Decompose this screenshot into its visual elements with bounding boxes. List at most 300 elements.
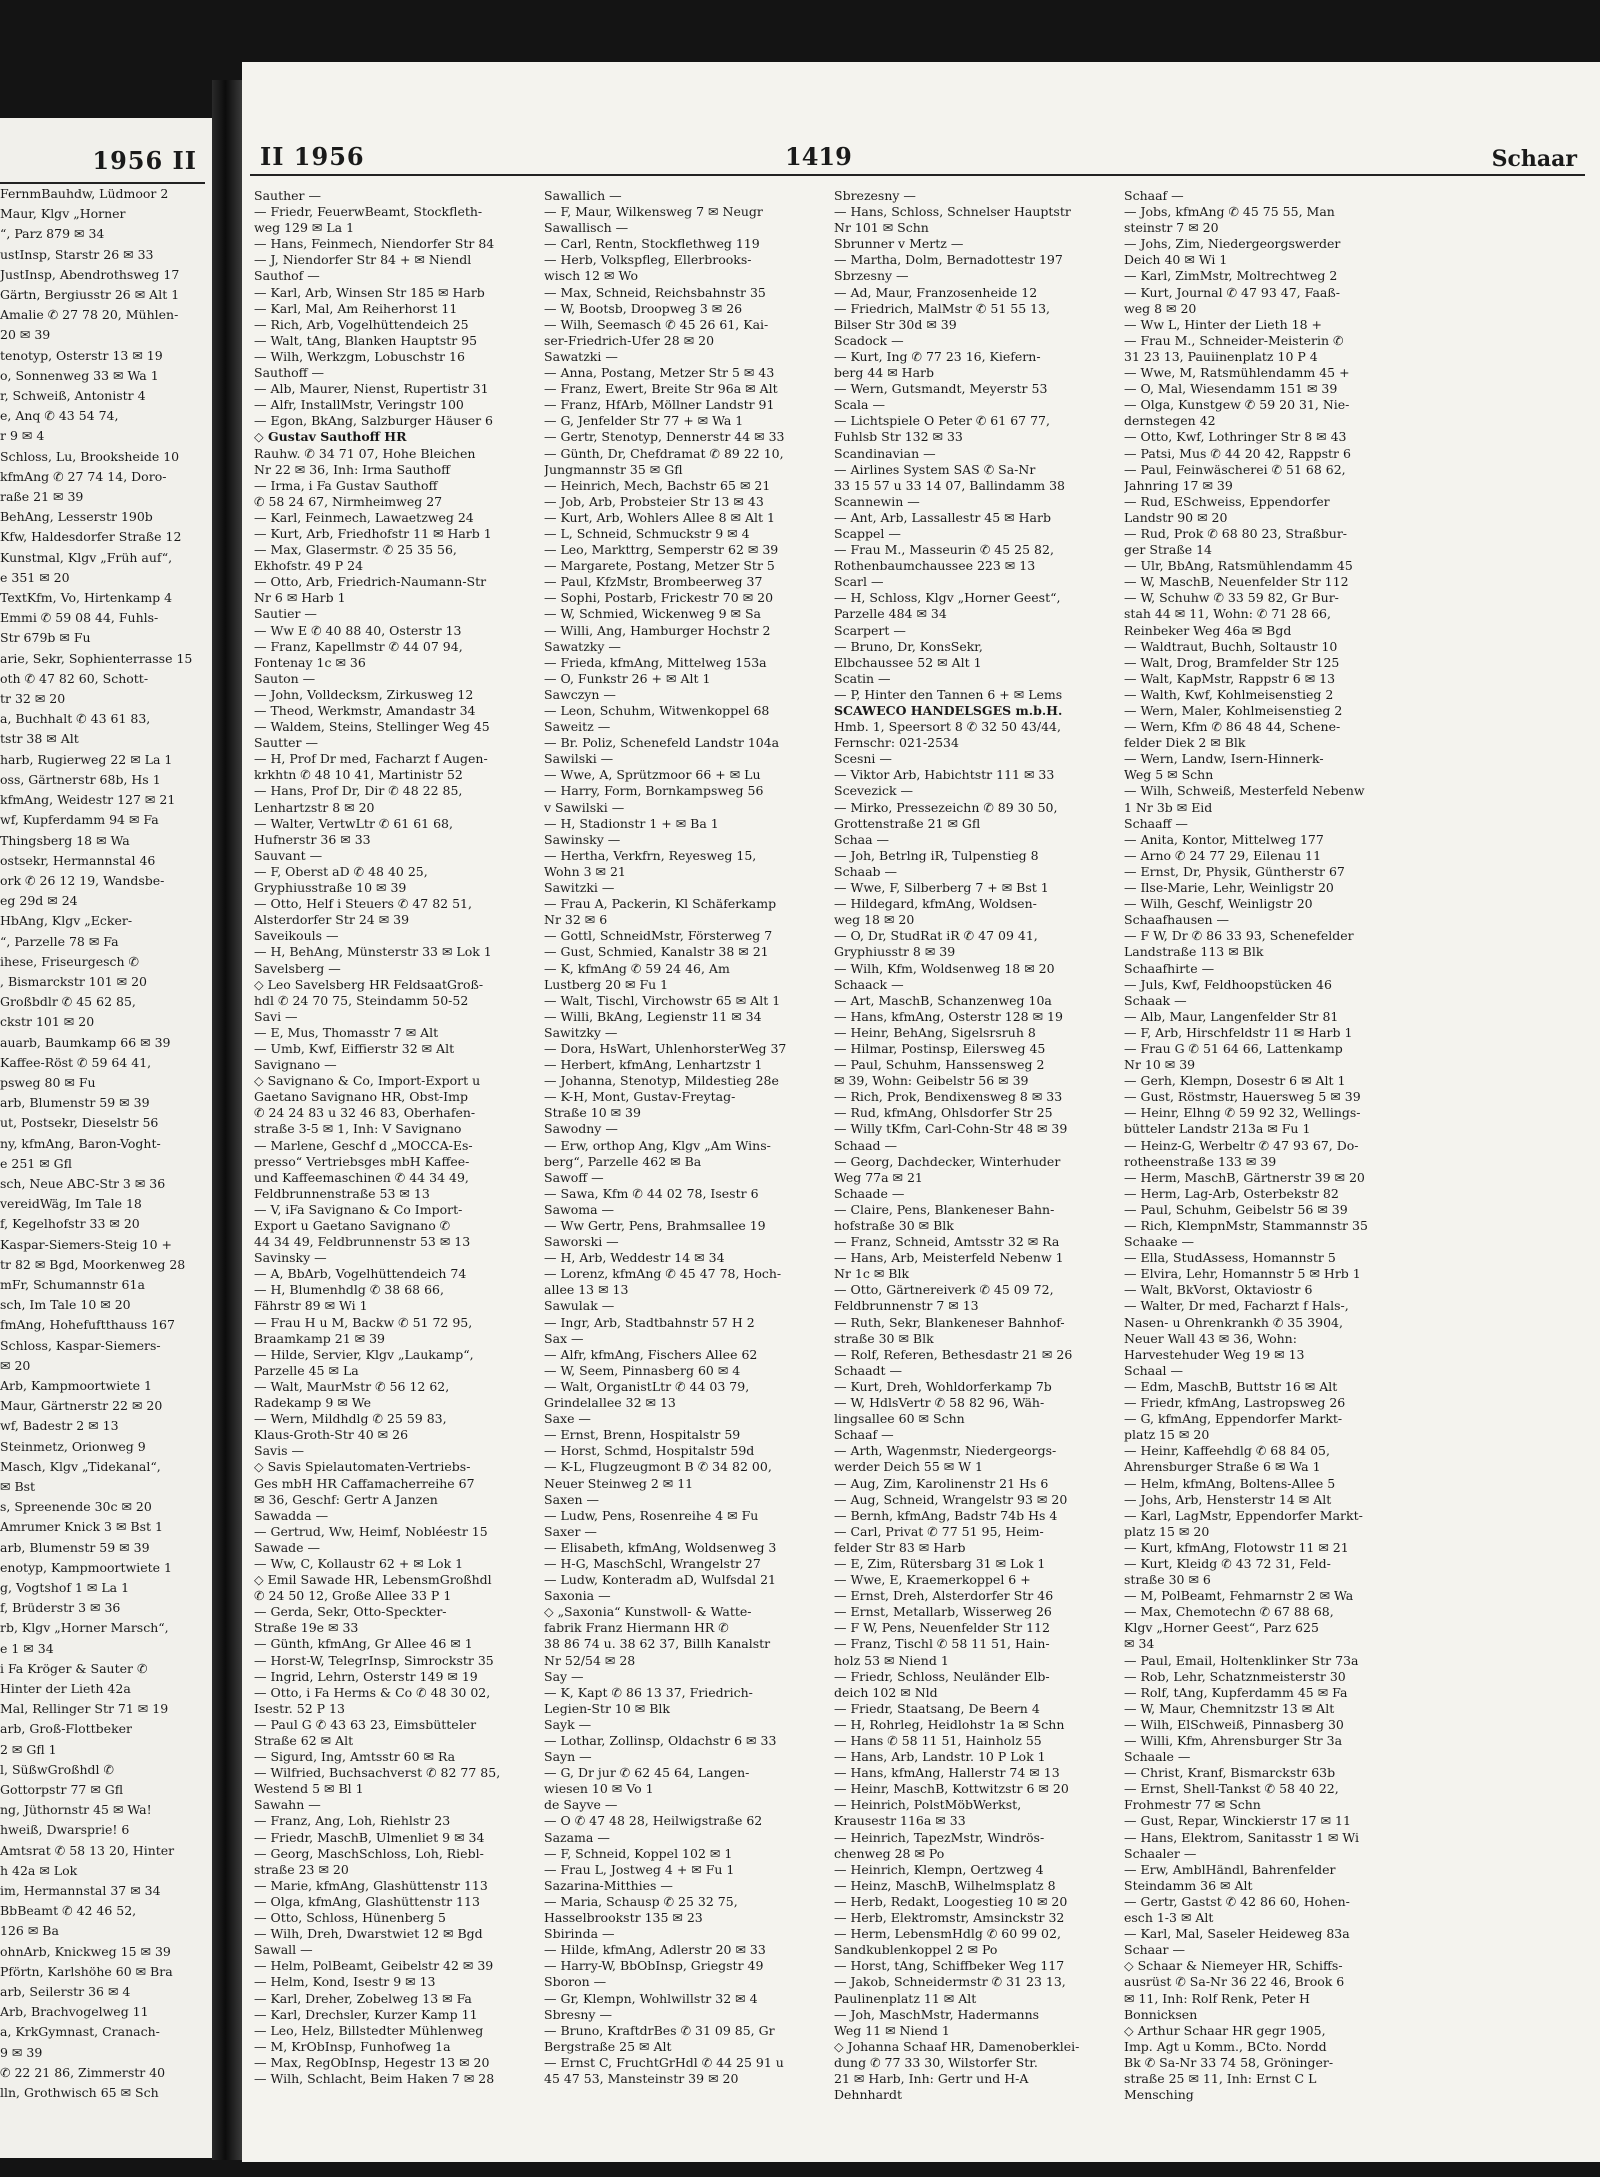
directory-entry-line: — Franz, Ang, Loh, Riehlstr 23 [254, 1813, 451, 1829]
left-entry-line: ohnArb, Knickweg 15 ✉ 39 [0, 1943, 171, 1959]
directory-entry-line: — Lothar, Zollinsp, Oldachstr 6 ✉ 33 [544, 1733, 777, 1748]
directory-entry-line: — Alfr, kfmAng, Fischers Allee 62 [544, 1346, 758, 1362]
directory-entry-line: — W, Schuhw ✆ 33 59 82, Gr Bur- [1124, 590, 1339, 606]
directory-entry-line: Radekamp 9 ✉ We [254, 1395, 372, 1411]
directory-entry-line: Deich 40 ✉ Wi 1 [1124, 252, 1228, 268]
directory-entry-line: Savi — [254, 1008, 298, 1024]
left-entry-line: Arb, Brachvogelweg 11 [0, 2004, 149, 2020]
directory-entry-line: lingsallee 60 ✉ Schn [834, 1411, 965, 1427]
left-entry-line: f, Brüderstr 3 ✉ 36 [0, 1600, 121, 1616]
directory-entry-line: Grindelallee 32 ✉ 13 [544, 1395, 676, 1411]
directory-entry-line: — Karl, Mal, Am Reiherhorst 11 [254, 300, 458, 316]
directory-entry-line: — Ww L, Hinter der Lieth 18 + [1124, 316, 1323, 332]
directory-entry-line: Nr 10 ✉ 39 [1124, 1057, 1196, 1073]
left-entry-line: tstr 38 ✉ Alt [0, 731, 79, 747]
directory-entry-line: weg 8 ✉ 20 [1124, 300, 1197, 316]
directory-entry-line: — Arth, Wagenmstr, Niedergeorgs- [834, 1443, 1057, 1459]
directory-entry-line: Fuhlsb Str 132 ✉ 33 [834, 429, 963, 445]
directory-entry-line: — Paul, Schuhm, Geibelstr 56 ✉ 39 [1124, 1201, 1348, 1217]
directory-entry-line: Fernschr: 021-2534 [834, 735, 959, 751]
directory-entry-line: Gaetano Savignano HR, Obst-Imp [254, 1089, 468, 1105]
directory-entry-line: — H, Rohrleg, Heidlohstr 1a ✉ Schn [834, 1716, 1065, 1732]
directory-entry-line: Reinbeker Weg 46a ✉ Bgd [1124, 622, 1292, 638]
directory-entry-line: Rothenbaumchaussee 223 ✉ 13 [834, 558, 1036, 574]
left-entry-line: tr 82 ✉ Bgd, Moorkenweg 28 [0, 1256, 186, 1272]
directory-entry-line: Nr 6 ✉ Harb 1 [254, 590, 346, 606]
directory-entry-line: — Günth, Dr, Chefdramat ✆ 89 22 10, [544, 445, 784, 461]
directory-entry-line: Bk ✆ Sa-Nr 33 74 58, Gröninger- [1124, 2054, 1334, 2070]
directory-entry-line: — Wern, Landw, Isern-Hinnerk- [1124, 751, 1324, 767]
directory-entry-line: — Kurt, kfmAng, Flotowstr 11 ✉ 21 [1124, 1539, 1349, 1555]
directory-entry-line: straße 25 ✉ 11, Inh: Ernst C L [1124, 2070, 1317, 2086]
directory-entry-line: — Aug, Schneid, Wrangelstr 93 ✉ 20 [834, 1491, 1068, 1507]
directory-entry-line: Imp. Agt u Komm., BCto. Nordd [1124, 2038, 1327, 2054]
directory-entry-line: Alsterdorfer Str 24 ✉ 39 [254, 912, 410, 928]
directory-entry-line: — Christ, Kranf, Bismarckstr 63b [1124, 1765, 1336, 1781]
directory-entry-line: platz 15 ✉ 20 [1124, 1523, 1210, 1539]
left-entry-line: tenotyp, Osterstr 13 ✉ 19 [0, 347, 163, 363]
directory-entry-line: Sawatzky — [544, 638, 621, 654]
directory-entry-line: Feldbrunnenstraße 53 ✉ 13 [254, 1185, 430, 1201]
directory-entry-line: — Karl, Drechsler, Kurzer Kamp 11 [254, 2006, 478, 2022]
directory-entry-line: — Ruth, Sekr, Blankeneser Bahnhof- [834, 1314, 1065, 1330]
directory-entry-line: Sawallisch — [544, 220, 629, 236]
directory-entry-line: Mensching [1124, 2087, 1194, 2103]
directory-entry-line: Bilser Str 30d ✉ 39 [834, 316, 957, 332]
left-entry-line: rb, Klgv „Horner Marsch“, [0, 1620, 169, 1636]
directory-entry-line: Saxen — [544, 1491, 599, 1507]
directory-entry-line: — Joh, Betrlng iR, Tulpenstieg 8 [834, 847, 1039, 863]
directory-entry-line: — Karl, LagMstr, Eppendorfer Markt- [1124, 1507, 1363, 1523]
left-entry-line: ustInsp, Starstr 26 ✉ 33 [0, 246, 154, 262]
directory-entry-line: — Wilh, ElSchweiß, Pinnasberg 30 [1124, 1716, 1344, 1732]
directory-entry-line: — Frau L, Jostweg 4 + ✉ Fu 1 [544, 1861, 735, 1877]
directory-entry-line: — H, Prof Dr med, Facharzt f Augen- [254, 751, 488, 767]
directory-entry-line: — Patsi, Mus ✆ 44 20 42, Rappstr 6 [1124, 445, 1351, 461]
directory-entry-line: — Hans, Prof Dr, Dir ✆ 48 22 85, [254, 783, 463, 799]
left-entry-line: Amalie ✆ 27 78 20, Mühlen- [0, 307, 179, 323]
left-page-column [0, 184, 210, 2103]
directory-entry-line: Nr 52/54 ✉ 28 [544, 1652, 636, 1668]
left-entry-line: 9 ✉ 39 [0, 2044, 43, 2060]
left-entry-line: Emmi ✆ 59 08 44, Fuhls- [0, 610, 159, 626]
directory-entry-line: — Hans, kfmAng, Osterstr 128 ✉ 19 [834, 1008, 1063, 1024]
directory-entry-line: — Herbert, kfmAng, Lenhartzstr 1 [544, 1057, 763, 1073]
directory-entry-line: — Ella, StudAssess, Homannstr 5 [1124, 1250, 1336, 1266]
directory-entry-line: Scala — [834, 397, 885, 413]
directory-entry-line: — Wern, Mildhdlg ✆ 25 59 83, [254, 1411, 447, 1427]
directory-entry-line: — Olga, kfmAng, Glashüttenstr 113 [254, 1893, 480, 1909]
directory-entry-line: — Horst, tAng, Schiffbeker Weg 117 [834, 1958, 1065, 1974]
left-entry-line: Hinter der Lieth 42a [0, 1681, 131, 1697]
directory-entry-line: — Karl, Mal, Saseler Heideweg 83a [1124, 1926, 1350, 1942]
directory-entry-line: — Johs, Zim, Niedergeorgswerder [1124, 236, 1341, 252]
left-entry-line: ckstr 101 ✉ 20 [0, 1014, 95, 1030]
left-entry-line: ostsekr, Hermannstal 46 [0, 852, 156, 868]
directory-entry-line: — Hans, Arb, Landstr. 10 P Lok 1 [834, 1749, 1046, 1765]
directory-entry-line: — Wwe, E, Kraemerkoppel 6 + [834, 1572, 1031, 1588]
directory-entry-line: ◇ Johanna Schaaf HR, Damenoberklei- [834, 2038, 1080, 2054]
directory-entry-line: ◇ Schaar & Niemeyer HR, Schiffs- [1124, 1958, 1343, 1974]
directory-entry-line: Fährstr 89 ✉ Wi 1 [254, 1298, 368, 1314]
directory-entry-line: — Herb, Redakt, Loogestieg 10 ✉ 20 [834, 1893, 1068, 1909]
directory-entry-line: — Arno ✆ 24 77 29, Eilenau 11 [1124, 847, 1322, 863]
directory-entry-line: Sawallich — [544, 188, 622, 203]
directory-entry-line: — Wilh, Kfm, Woldsenweg 18 ✉ 20 [834, 960, 1055, 976]
directory-entry-line: — Heinr, Kaffeehdlg ✆ 68 84 05, [1124, 1443, 1330, 1459]
left-entry-line: ork ✆ 26 12 19, Wandsbe- [0, 872, 165, 888]
directory-entry-line: — Paul, KfzMstr, Brombeerweg 37 [544, 574, 763, 590]
directory-entry-line: — Maria, Schausp ✆ 25 32 75, [544, 1893, 738, 1909]
directory-entry-line: — Karl, Arb, Winsen Str 185 ✉ Harb [254, 284, 485, 300]
directory-entry-line: — Hertha, Verkfrn, Reyesweg 15, [544, 847, 757, 863]
directory-entry-line: Hasselbrookstr 135 ✉ 23 [544, 1910, 703, 1926]
directory-entry-line: — Walt, KapMstr, Rappstr 6 ✉ 13 [1124, 670, 1336, 686]
left-entry-line: Kunstmal, Klgv „Früh auf“, [0, 549, 173, 565]
directory-entry-line: Steindamm 36 ✉ Alt [1124, 1877, 1253, 1893]
directory-entry-line: Schaake — [1124, 1234, 1194, 1250]
directory-entry-line: Ekhofstr. 49 P 24 [254, 558, 364, 574]
directory-entry-line: bütteler Landstr 213a ✉ Fu 1 [1124, 1121, 1311, 1137]
directory-entry-line: 31 23 13, Pauiinenplatz 10 P 4 [1124, 348, 1318, 364]
directory-entry-line: — O, Funkstr 26 + ✉ Alt 1 [544, 670, 711, 686]
directory-entry-line: Schaaf — [1124, 188, 1184, 203]
directory-entry-line: — Elvira, Lehr, Homannstr 5 ✉ Hrb 1 [1124, 1266, 1361, 1282]
directory-entry-line: — Heinrich, TapezMstr, Windrös- [834, 1829, 1045, 1845]
directory-entry-line: — Franz, HfArb, Möllner Landstr 91 [544, 397, 775, 413]
directory-entry-line: — Friedr, kfmAng, Lastropsweg 26 [1124, 1395, 1346, 1411]
directory-entry-line: — Karl, Feinmech, Lawaetzweg 24 [254, 509, 474, 525]
directory-entry-line: — G, Dr jur ✆ 62 45 64, Langen- [544, 1765, 750, 1781]
directory-entry-line: — Otto, Kwf, Lothringer Str 8 ✉ 43 [1124, 429, 1347, 445]
directory-entry-line: ◇ Gustav Sauthoff HR [254, 429, 407, 445]
directory-entry-line: — Paul, Schuhm, Hanssensweg 2 [834, 1057, 1045, 1073]
directory-entry-line: — W, Maur, Chemnitzstr 13 ✉ Alt [1124, 1700, 1335, 1716]
left-entry-line: Kaspar-Siemers-Steig 10 + [0, 1236, 172, 1252]
directory-entry-line: Scatin — [834, 670, 891, 686]
directory-entry-line: — J, Niendorfer Str 84 + ✉ Niendl [254, 252, 472, 268]
directory-entry-line: — Heinz, MaschB, Wilhelmsplatz 8 [834, 1877, 1056, 1893]
directory-entry-line: — Herm, LebensmHdlg ✆ 60 99 02, [834, 1926, 1061, 1942]
directory-entry-line: Hmb. 1, Speersort 8 ✆ 32 50 43/44, [834, 719, 1061, 735]
directory-entry-line: Scappel — [834, 525, 901, 541]
left-entry-line: Maur, Klgv „Horner [0, 206, 126, 222]
directory-entry-line: Weg 5 ✉ Schn [1124, 767, 1214, 783]
directory-entry-line: ser-Friedrich-Ufer 28 ✉ 20 [544, 332, 715, 348]
directory-entry-line: — Heinrich, Klempn, Oertzweg 4 [834, 1861, 1044, 1877]
directory-entry-line: — Viktor Arb, Habichtstr 111 ✉ 33 [834, 767, 1055, 783]
directory-entry-line: — Max, Glasermstr. ✆ 25 35 56, [254, 542, 457, 558]
directory-entry-line: — Franz, Kapellmstr ✆ 44 07 94, [254, 638, 463, 654]
directory-entry-line: — Franz, Tischl ✆ 58 11 51, Hain- [834, 1636, 1050, 1652]
directory-entry-line: Lenhartzstr 8 ✉ 20 [254, 799, 375, 815]
directory-entry-line: Westend 5 ✉ Bl 1 [254, 1781, 364, 1797]
directory-entry-line: — Br. Poliz, Schenefeld Landstr 104a [544, 735, 780, 751]
left-entry-line: vereidWäg, Im Tale 18 [0, 1196, 142, 1212]
directory-entry-line: — Friedrich, MalMstr ✆ 51 55 13, [834, 300, 1051, 316]
directory-entry-line: berg“, Parzelle 462 ✉ Ba [544, 1153, 702, 1169]
left-entry-line: enotyp, Kampmoortwiete 1 [0, 1559, 172, 1575]
left-entry-line: oss, Gärtnerstr 68b, Hs 1 [0, 771, 161, 787]
directory-entry-line: Weg 77a ✉ 21 [834, 1169, 923, 1185]
directory-entry-line: — W, MaschB, Neuenfelder Str 112 [1124, 574, 1349, 590]
directory-entry-line: berg 44 ✉ Harb [834, 365, 935, 381]
directory-entry-line: Sawinsky — [544, 831, 621, 847]
directory-entry-line: — Carl, Rentn, Stockflethweg 119 [544, 236, 760, 252]
directory-entry-line: Straße 19e ✉ 33 [254, 1620, 359, 1636]
left-entry-line: arie, Sekr, Sophienterrasse 15 [0, 650, 193, 666]
left-entry-line: Mal, Rellinger Str 71 ✉ 19 [0, 1701, 169, 1717]
directory-entry-line: — Paul, Email, Holtenklinker Str 73a [1124, 1652, 1359, 1668]
left-entry-line: a, KrkGymnast, Cranach- [0, 2024, 160, 2040]
directory-entry-line: — Bruno, KraftdrBes ✆ 31 09 85, Gr [544, 2022, 775, 2038]
left-entry-line: wf, Badestr 2 ✉ 13 [0, 1418, 119, 1434]
directory-entry-line: Landstr 90 ✉ 20 [1124, 509, 1228, 525]
left-entry-line: ut, Postsekr, Dieselstr 56 [0, 1115, 159, 1131]
left-entry-line: e 251 ✉ Gfl [0, 1155, 72, 1171]
directory-entry-line: — Wilh, Werkzgm, Lobuschstr 16 [254, 348, 465, 364]
directory-entry-line: — Franz, Ewert, Breite Str 96a ✉ Alt [544, 381, 778, 397]
directory-entry-line: Grottenstraße 21 ✉ Gfl [834, 815, 981, 831]
directory-entry-line: ◇ Savis Spielautomaten-Vertriebs- [254, 1459, 471, 1475]
directory-entry-line: — Alb, Maur, Langenfelder Str 81 [1124, 1008, 1339, 1024]
directory-entry-line: Braamkamp 21 ✉ 39 [254, 1330, 386, 1346]
directory-entry-line: — Hilde, kfmAng, Adlerstr 20 ✉ 33 [544, 1942, 766, 1958]
directory-entry-line: — Hans, kfmAng, Hallerstr 74 ✉ 13 [834, 1765, 1060, 1781]
directory-entry-line: — Rolf, tAng, Kupferdamm 45 ✉ Fa [1124, 1684, 1348, 1700]
directory-entry-line: deich 102 ✉ Nld [834, 1684, 938, 1700]
directory-entry-line: — Rud, ESchweiss, Eppendorfer [1124, 493, 1330, 509]
directory-entry-line: Sazama — [544, 1829, 610, 1845]
directory-entry-line: Schaack — [834, 976, 904, 992]
directory-entry-line: — Gertr, Stenotyp, Dennerstr 44 ✉ 33 [544, 429, 785, 445]
directory-entry-line: — Egon, BkAng, Salzburger Häuser 6 [254, 413, 494, 429]
book-spine [212, 80, 242, 2160]
directory-entry-line: — Paul, Feinwäscherei ✆ 51 68 62, [1124, 461, 1346, 477]
directory-entry-line: — Ulr, BbAng, Ratsmühlendamm 45 [1124, 558, 1353, 574]
directory-entry-line: — F, Maur, Wilkensweg 7 ✉ Neugr [544, 204, 763, 220]
directory-entry-line: — Walter, Dr med, Facharzt f Hals-, [1124, 1298, 1349, 1314]
directory-entry-line: — Wern, Maler, Kohlmeisenstieg 2 [1124, 703, 1343, 718]
directory-entry-line: — Wilfried, Buchsachverst ✆ 82 77 85, [254, 1765, 501, 1781]
directory-entry-line: — Walt, Drog, Bramfelder Str 125 [1124, 654, 1340, 670]
directory-entry-line: — Kurt, Arb, Wohlers Allee 8 ✉ Alt 1 [544, 509, 775, 525]
directory-entry-line: Isestr. 52 P 13 [254, 1700, 345, 1716]
directory-entry-line: rotheenstraße 133 ✉ 39 [1124, 1153, 1277, 1169]
directory-entry-line: — Max, RegObInsp, Hegestr 13 ✉ 20 [254, 2054, 490, 2070]
directory-entry-line: — Anita, Kontor, Mittelweg 177 [1124, 831, 1324, 847]
directory-entry-line: Scarl — [834, 574, 884, 590]
directory-entry-line: Sawitzki — [544, 880, 615, 896]
directory-entry-line: Sauther — [254, 188, 321, 203]
directory-entry-line: Sawodny — [544, 1121, 618, 1137]
directory-entry-line: — Art, MaschB, Schanzenweg 10a [834, 992, 1052, 1008]
left-entry-line: HbAng, Klgv „Ecker- [0, 913, 133, 929]
directory-entry-line: — Ant, Arb, Lassallestr 45 ✉ Harb [834, 509, 1051, 525]
directory-entry-line: — Harry-W, BbObInsp, Griegstr 49 [544, 1958, 764, 1974]
directory-entry-line: Scarpert — [834, 622, 906, 638]
right-page [242, 62, 1600, 2162]
directory-entry-line: — Rolf, Referen, Bethesdastr 21 ✉ 26 [834, 1346, 1073, 1362]
directory-entry-line: — Walter, VertwLtr ✆ 61 61 68, [254, 815, 453, 831]
directory-entry-line: — Sigurd, Ing, Amtsstr 60 ✉ Ra [254, 1749, 456, 1765]
directory-entry-line: Schaad — [834, 1137, 897, 1153]
left-entry-line: TextKfm, Vo, Hirtenkamp 4 [0, 590, 173, 606]
directory-entry-line: — M, PolBeamt, Fehmarnstr 2 ✉ Wa [1124, 1588, 1354, 1604]
directory-entry-line: — Heinrich, Mech, Bachstr 65 ✉ 21 [544, 477, 771, 493]
left-entry-line: Schloss, Lu, Brooksheide 10 [0, 448, 180, 464]
directory-entry-line: v Sawilski — [544, 799, 625, 815]
left-entry-line: l, SüßwGroßhdl ✆ [0, 1761, 114, 1777]
directory-entry-line: Sayn — [544, 1749, 592, 1765]
directory-entry-line: Nr 1c ✉ Blk [834, 1266, 910, 1282]
directory-entry-line: Sawoma — [544, 1201, 615, 1217]
directory-entry-line: Feldbrunnenstr 7 ✉ 13 [834, 1298, 979, 1314]
directory-entry-line: — Paul G ✆ 43 63 23, Eimsbütteler [254, 1716, 477, 1732]
directory-entry-line: ✉ 36, Geschf: Gertr A Janzen [254, 1491, 438, 1507]
directory-entry-line: — Martha, Dolm, Bernadottestr 197 [834, 252, 1063, 268]
directory-entry-line: — Gust, Schmied, Kanalstr 38 ✉ 21 [544, 944, 769, 960]
directory-entry-line: — Job, Arb, Probsteier Str 13 ✉ 43 [544, 493, 764, 509]
directory-entry-line: — Gust, Röstmstr, Hauersweg 5 ✉ 39 [1124, 1089, 1361, 1105]
left-entry-line: ✆ 22 21 86, Zimmerstr 40 [0, 2064, 166, 2080]
directory-entry-line: — Gerda, Sekr, Otto-Speckter- [254, 1604, 447, 1620]
directory-entry-line: — Friedr, Staatsang, De Beern 4 [834, 1700, 1040, 1716]
directory-entry-line: — P, Hinter den Tannen 6 + ✉ Lems [834, 686, 1063, 702]
directory-entry-line: Schaaf — [834, 1427, 894, 1443]
directory-entry-line: 44 34 49, Feldbrunnenstr 53 ✉ 13 [254, 1234, 471, 1250]
directory-entry-line: — Wilh, Dreh, Dwarstwiet 12 ✉ Bgd [254, 1926, 483, 1942]
directory-entry-line: — Rud, kfmAng, Ohlsdorfer Str 25 [834, 1105, 1053, 1121]
directory-entry-line: dung ✆ 77 33 30, Wilstorfer Str. [834, 2054, 1038, 2070]
directory-entry-line: Klaus-Groth-Str 40 ✉ 26 [254, 1427, 409, 1443]
directory-entry-line: Straße 10 ✉ 39 [544, 1105, 641, 1121]
directory-entry-line: — Frau M., Schneider-Meisterin ✆ [1124, 332, 1344, 348]
directory-entry-line: Say — [544, 1668, 584, 1684]
left-entry-line: hweiß, Dwarsprie! 6 [0, 1822, 130, 1838]
directory-entry-line: werder Deich 55 ✉ W 1 [834, 1459, 983, 1475]
directory-entry-line: Klgv „Horner Geest“, Parz 625 [1124, 1620, 1319, 1636]
directory-entry-line: — Bruno, Dr, KonsSekr, [834, 638, 983, 654]
directory-entry-line: ✉ 34 [1124, 1636, 1155, 1652]
directory-entry-line: — Sawa, Kfm ✆ 44 02 78, Isestr 6 [544, 1185, 759, 1201]
directory-entry-line: — Friedr, FeuerwBeamt, Stockfleth- [254, 204, 483, 220]
left-entry-line: “, Parzelle 78 ✉ Fa [0, 933, 119, 949]
directory-entry-line: — Ernst, Brenn, Hospitalstr 59 [544, 1427, 741, 1443]
directory-entry-line: Sbirinda — [544, 1926, 615, 1942]
left-entry-line: Str 679b ✉ Fu [0, 630, 91, 646]
directory-entry-line: — Frau A, Packerin, Kl Schäferkamp [544, 896, 777, 912]
left-entry-line: Steinmetz, Orionweg 9 [0, 1438, 146, 1454]
directory-entry-line: — Max, Chemotechn ✆ 67 88 68, [1124, 1604, 1334, 1620]
directory-entry-line: Sawilski — [544, 751, 614, 767]
directory-entry-line: 33 15 57 u 33 14 07, Ballindamm 38 [834, 477, 1065, 493]
directory-entry-line: — Margarete, Postang, Metzer Str 5 [544, 558, 775, 574]
directory-entry-line: — Gust, Repar, Winckierstr 17 ✉ 11 [1124, 1813, 1351, 1829]
directory-entry-line: Sautter — [254, 735, 318, 751]
directory-entry-line: Sbrezesny — [834, 188, 916, 203]
directory-entry-line: Sawczyn — [544, 686, 616, 702]
directory-entry-line: Scesni — [834, 751, 892, 767]
directory-entry-line: — H, BehAng, Münsterstr 33 ✉ Lok 1 [254, 944, 492, 960]
directory-entry-line: ◇ Arthur Schaar HR gegr 1905, [1124, 2022, 1326, 2038]
left-entry-line: sch, Im Tale 10 ✉ 20 [0, 1297, 131, 1313]
left-entry-line: Gottorpstr 77 ✉ Gfl [0, 1782, 124, 1798]
directory-entry-line: — Lorenz, kfmAng ✆ 45 47 78, Hoch- [544, 1266, 782, 1282]
directory-entry-line: — Hans ✆ 58 11 51, Hainholz 55 [834, 1733, 1042, 1748]
left-entry-line: Großbdlr ✆ 45 62 85, [0, 994, 136, 1010]
directory-entry-line: Lustberg 20 ✉ Fu 1 [544, 976, 669, 992]
directory-entry-line: Export u Gaetano Savignano ✆ [254, 1218, 451, 1233]
directory-entry-line: Sawoff — [544, 1169, 604, 1185]
directory-entry-line: hofstraße 30 ✉ Blk [834, 1218, 954, 1233]
directory-entry-line: Frohmestr 77 ✉ Schn [1124, 1797, 1261, 1813]
directory-entry-line: esch 1-3 ✉ Alt [1124, 1910, 1214, 1926]
directory-entry-line: Scannewin — [834, 493, 920, 509]
left-entry-line: Gärtn, Bergiusstr 26 ✉ Alt 1 [0, 287, 180, 303]
left-entry-line: “, Parz 879 ✉ 34 [0, 226, 105, 242]
directory-entry-line: Sawulak — [544, 1298, 615, 1314]
directory-entry-line: — Otto, Schloss, Hünenberg 5 [254, 1910, 446, 1926]
directory-entry-line: — Ernst, Metallarb, Wisserweg 26 [834, 1604, 1052, 1620]
directory-entry-line: Sawade — [254, 1539, 321, 1555]
left-page-header [0, 140, 205, 184]
directory-entry-line: Elbchaussee 52 ✉ Alt 1 [834, 654, 982, 670]
directory-entry-line: — Jobs, kfmAng ✆ 45 75 55, Man [1124, 204, 1335, 220]
directory-entry-line: — Elisabeth, kfmAng, Woldsenweg 3 [544, 1539, 777, 1555]
directory-entry-line: — K, Kapt ✆ 86 13 37, Friedrich- [544, 1684, 753, 1700]
left-entry-line: Kfw, Haldesdorfer Straße 12 [0, 529, 182, 545]
directory-entry-line: — Horst, Schmd, Hospitalstr 59d [544, 1443, 755, 1459]
directory-entry-line: platz 15 ✉ 20 [1124, 1427, 1210, 1443]
directory-entry-line: — Herm, Lag-Arb, Osterbekstr 82 [1124, 1185, 1339, 1201]
directory-entry-line: — H, Schloss, Klgv „Horner Geest“, [834, 590, 1061, 606]
directory-entry-line: — Frau M., Masseurin ✆ 45 25 82, [834, 542, 1054, 558]
directory-entry-line: — Walt, OrganistLtr ✆ 44 03 79, [544, 1378, 750, 1394]
directory-entry-line: — Ad, Maur, Franzosenheide 12 [834, 284, 1038, 300]
directory-entry-line: — W, Schmied, Wickenweg 9 ✉ Sa [544, 606, 762, 622]
directory-entry-line: — Otto, Helf i Steuers ✆ 47 82 51, [254, 896, 472, 912]
directory-entry-line: — Kurt, Arb, Friedhofstr 11 ✉ Harb 1 [254, 525, 492, 541]
directory-entry-line: — Walt, Tischl, Virchowstr 65 ✉ Alt 1 [544, 992, 781, 1008]
directory-entry-line: Gryphiusstr 8 ✉ 39 [834, 944, 956, 960]
directory-entry-line: — Aug, Zim, Karolinenstr 21 Hs 6 [834, 1475, 1049, 1491]
directory-entry-line: Schaade — [834, 1185, 905, 1201]
directory-entry-line: — Wern, Gutsmandt, Meyerstr 53 [834, 381, 1048, 397]
directory-entry-line: — Gertrud, Ww, Heimf, Nobléestr 15 [254, 1523, 488, 1539]
directory-entry-line: Schaar — [1124, 1942, 1185, 1958]
left-entry-line: Masch, Klgv „Tidekanal“, [0, 1458, 161, 1474]
directory-entry-line: straße 30 ✉ Blk [834, 1330, 934, 1346]
directory-entry-line: — Alfr, InstallMstr, Veringstr 100 [254, 397, 464, 413]
directory-entry-line: — V, iFa Savignano & Co Import- [254, 1201, 463, 1217]
left-entry-line: 20 ✉ 39 [0, 327, 51, 343]
directory-entry-line: Neuer Steinweg 2 ✉ 11 [544, 1475, 694, 1491]
directory-entry-line: — Horst-W, TelegrInsp, Simrockstr 35 [254, 1652, 494, 1668]
directory-entry-line: Sawall — [254, 1942, 313, 1958]
directory-entry-line: — W, Bootsb, Droopweg 3 ✉ 26 [544, 300, 743, 316]
directory-entry-line: ✆ 24 50 12, Große Allee 33 P 1 [254, 1588, 452, 1604]
directory-entry-line: Krausestr 116a ✉ 33 [834, 1813, 966, 1829]
left-entry-line: raße 21 ✉ 39 [0, 489, 84, 505]
directory-entry-line: Sbrzesny — [834, 268, 909, 284]
directory-entry-line: stah 44 ✉ 11, Wohn: ✆ 71 28 66, [1124, 606, 1331, 622]
directory-entry-line: Saworski — [544, 1234, 619, 1250]
left-entry-line: kfmAng ✆ 27 74 14, Doro- [0, 468, 167, 484]
directory-entry-line: — Ernst, Dreh, Alsterdorfer Str 46 [834, 1588, 1054, 1604]
directory-entry-line: — Ww Gertr, Pens, Brahmsallee 19 [544, 1218, 766, 1233]
directory-entry-line: und Kaffeemaschinen ✆ 44 34 49, [254, 1169, 469, 1185]
